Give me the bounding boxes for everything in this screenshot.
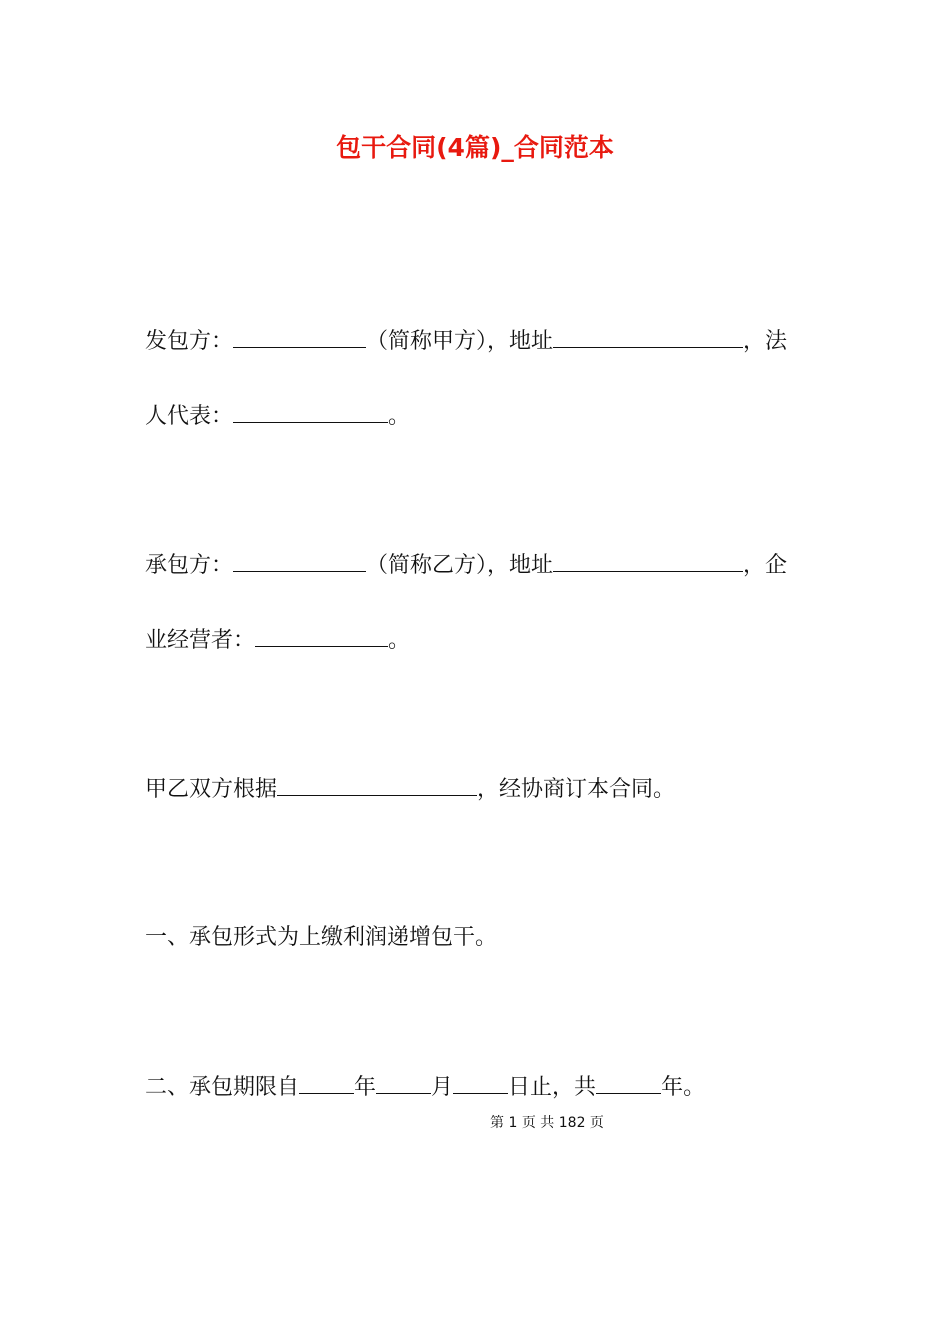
party-b-label: 承包方： [145, 553, 234, 578]
party-a-address-blank[interactable] [553, 325, 743, 348]
party-a-rep-line [145, 400, 410, 432]
clause-2-month: 月 [431, 1075, 454, 1100]
end-day-blank[interactable] [453, 1071, 508, 1094]
basis-end: ，经协商订本合同。 [477, 777, 676, 802]
party-a-label: 发包方： [145, 329, 234, 354]
party-a-tail: ，法 [743, 329, 788, 354]
clause-2-end: 年。 [661, 1075, 706, 1100]
party-b-operator-blank[interactable] [255, 624, 388, 647]
party-a-line [145, 325, 787, 357]
start-year-blank[interactable] [299, 1071, 354, 1094]
party-b-operator-end: 。 [388, 628, 411, 653]
clause-2-year: 年 [354, 1075, 377, 1100]
party-b-abbr: （简称乙方），地址 [366, 553, 554, 578]
basis-start: 甲乙双方根据 [145, 777, 278, 802]
party-b-address-blank[interactable] [553, 549, 743, 572]
basis-blank[interactable] [277, 773, 477, 796]
party-a-rep-label: 人代表： [145, 404, 234, 429]
party-a-rep-blank[interactable] [233, 400, 388, 423]
clause-2-start: 二、承包期限自 [145, 1075, 300, 1100]
clause-1: 一、承包形式为上缴利润递增包干。 [145, 925, 498, 950]
party-b-tail: ，企 [743, 553, 788, 578]
basis-line [145, 773, 675, 805]
document-title: 包干合同(4篇)_合同范本 [336, 133, 614, 162]
party-a-name-blank[interactable] [233, 325, 366, 348]
clause-2-day-end: 日止，共 [508, 1075, 597, 1100]
page-footer: 第 1 页 共 182 页 [490, 1115, 604, 1131]
party-b-name-blank[interactable] [233, 549, 366, 572]
party-b-operator-label: 业经营者： [145, 628, 256, 653]
start-month-blank[interactable] [376, 1071, 431, 1094]
clause-2 [145, 1071, 705, 1103]
party-b-line [145, 549, 787, 581]
party-a-rep-end: 。 [388, 404, 411, 429]
party-a-abbr: （简称甲方），地址 [366, 329, 554, 354]
total-years-blank[interactable] [596, 1071, 661, 1094]
party-b-operator-line [145, 624, 410, 656]
